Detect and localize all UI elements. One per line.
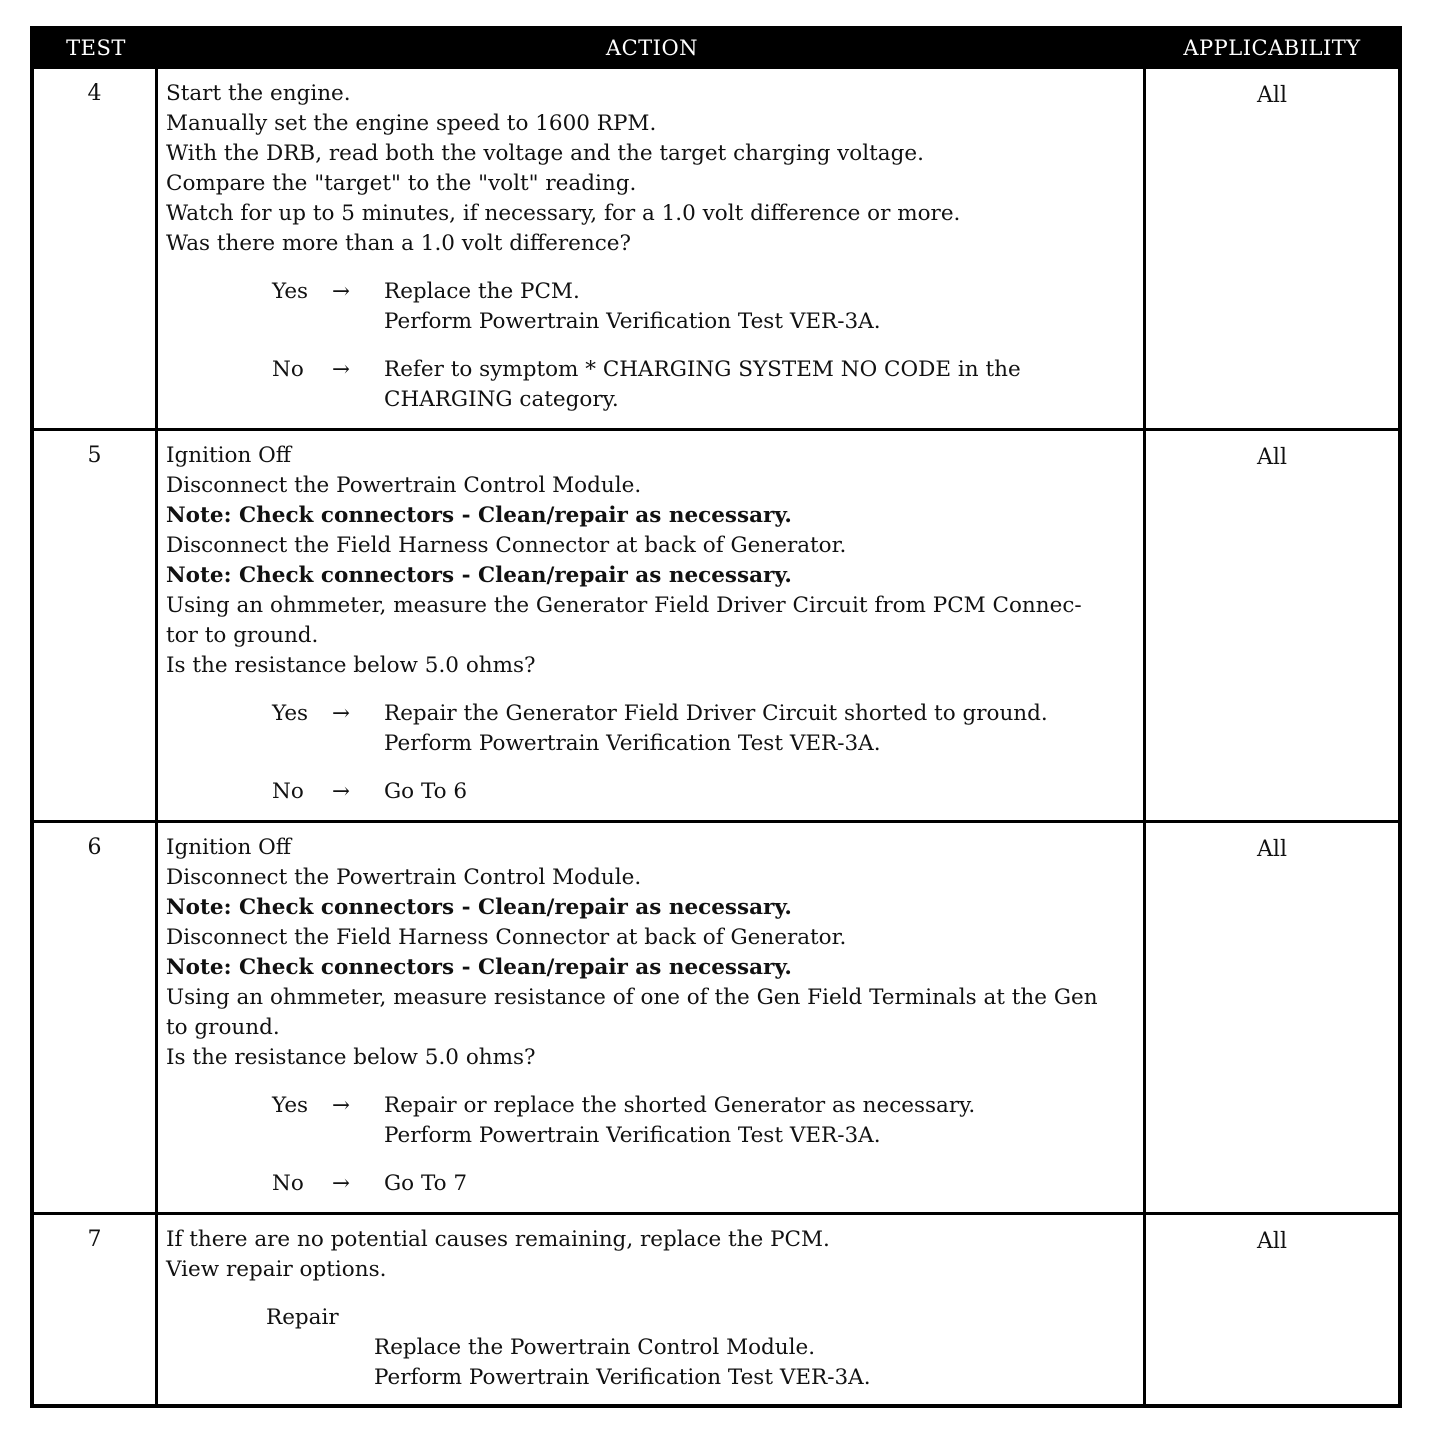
arrow-right-icon: → [332,357,351,382]
response-line: Perform Powertrain Verification Test VER-3A. [384,309,881,334]
header-test: TEST [66,36,126,60]
repair-line: Perform Powertrain Verification Test VER-3A. [374,1365,871,1390]
applicability-cell: All [1257,1229,1287,1254]
action-line: With the DRB, read both the voltage and the target charging voltage. [166,141,924,166]
action-line: Compare the "target" to the "volt" reading. [166,171,637,196]
table-header [34,30,1398,66]
action-line: Was there more than a 1.0 volt difference? [166,231,632,256]
no-label: No [272,1171,304,1196]
arrow-right-icon: → [332,1093,351,1118]
table-row [34,820,1398,1212]
header-action: ACTION [605,36,699,60]
arrow-right-icon: → [332,779,351,804]
note-line: Note: Check connectors - Clean/repair as necessary. [166,955,792,980]
action-cell [158,823,1146,1212]
action-line: Disconnect the Field Harness Connector at back of Generator. [166,533,847,558]
repair-line: Replace the Powertrain Control Module. [374,1335,816,1360]
action-line: tor to ground. [166,623,319,648]
no-response [272,1169,1135,1199]
yes-response [272,1091,1135,1151]
response-line: CHARGING category. [384,387,619,412]
applicability-cell: All [1257,83,1287,108]
header-applicability: APPLICABILITY [1183,36,1361,60]
repair-label: Repair [266,1305,339,1330]
test-number: 7 [34,1215,158,1404]
action-line: Is the resistance below 5.0 ohms? [166,1045,536,1070]
response-line: Perform Powertrain Verification Test VER-3A. [384,731,881,756]
response-line: Perform Powertrain Verification Test VER-3A. [384,1123,881,1148]
table-row [34,428,1398,820]
action-line: Start the engine. [166,81,351,106]
action-line: Ignition Off [166,835,292,860]
applicability-cell: All [1257,445,1287,470]
yes-label: Yes [272,701,309,726]
yes-response [272,277,1135,337]
action-line: Using an ohmmeter, measure resistance of one of the Gen Field Terminals at the Gen [166,985,1098,1010]
action-line: Using an ohmmeter, measure the Generator Field Driver Circuit from PCM Connec- [166,593,1082,618]
action-line: Disconnect the Field Harness Connector at back of Generator. [166,925,847,950]
no-label: No [272,779,304,804]
response-line: Replace the PCM. [384,279,580,304]
response-line: Repair or replace the shorted Generator as necessary. [384,1093,976,1118]
arrow-right-icon: → [332,279,351,304]
action-cell [158,1215,1146,1404]
go-to-link[interactable]: Go To 7 [384,1171,468,1196]
note-line: Note: Check connectors - Clean/repair as necessary. [166,503,792,528]
yes-response [272,699,1135,759]
action-line: Watch for up to 5 minutes, if necessary, for a 1.0 volt difference or more. [166,201,961,226]
response-line: Refer to symptom * CHARGING SYSTEM NO CODE in the [384,357,1021,382]
action-line: Is the resistance below 5.0 ohms? [166,653,536,678]
action-line: Manually set the engine speed to 1600 RPM. [166,111,657,136]
action-cell [158,431,1146,820]
no-response [272,777,1135,807]
no-label: No [272,357,304,382]
action-line: Disconnect the Powertrain Control Module. [166,865,642,890]
action-line: If there are no potential causes remaining, replace the PCM. [166,1227,830,1252]
arrow-right-icon: → [332,1171,351,1196]
no-response [272,355,1135,415]
go-to-link[interactable]: Go To 6 [384,779,468,804]
table-row [34,66,1398,428]
test-number: 4 [34,69,158,428]
diagnostic-table [30,26,1402,1408]
yes-label: Yes [272,279,309,304]
action-line: Ignition Off [166,443,292,468]
applicability-cell: All [1257,837,1287,862]
test-number: 6 [34,823,158,1212]
note-line: Note: Check connectors - Clean/repair as necessary. [166,895,792,920]
action-line: to ground. [166,1015,280,1040]
action-line: Disconnect the Powertrain Control Module. [166,473,642,498]
note-line: Note: Check connectors - Clean/repair as necessary. [166,563,792,588]
yes-label: Yes [272,1093,309,1118]
action-line: View repair options. [166,1257,387,1282]
table-row [34,1212,1398,1404]
arrow-right-icon: → [332,701,351,726]
action-cell [158,69,1146,428]
test-number: 5 [34,431,158,820]
response-line: Repair the Generator Field Driver Circuit shorted to ground. [384,701,1048,726]
